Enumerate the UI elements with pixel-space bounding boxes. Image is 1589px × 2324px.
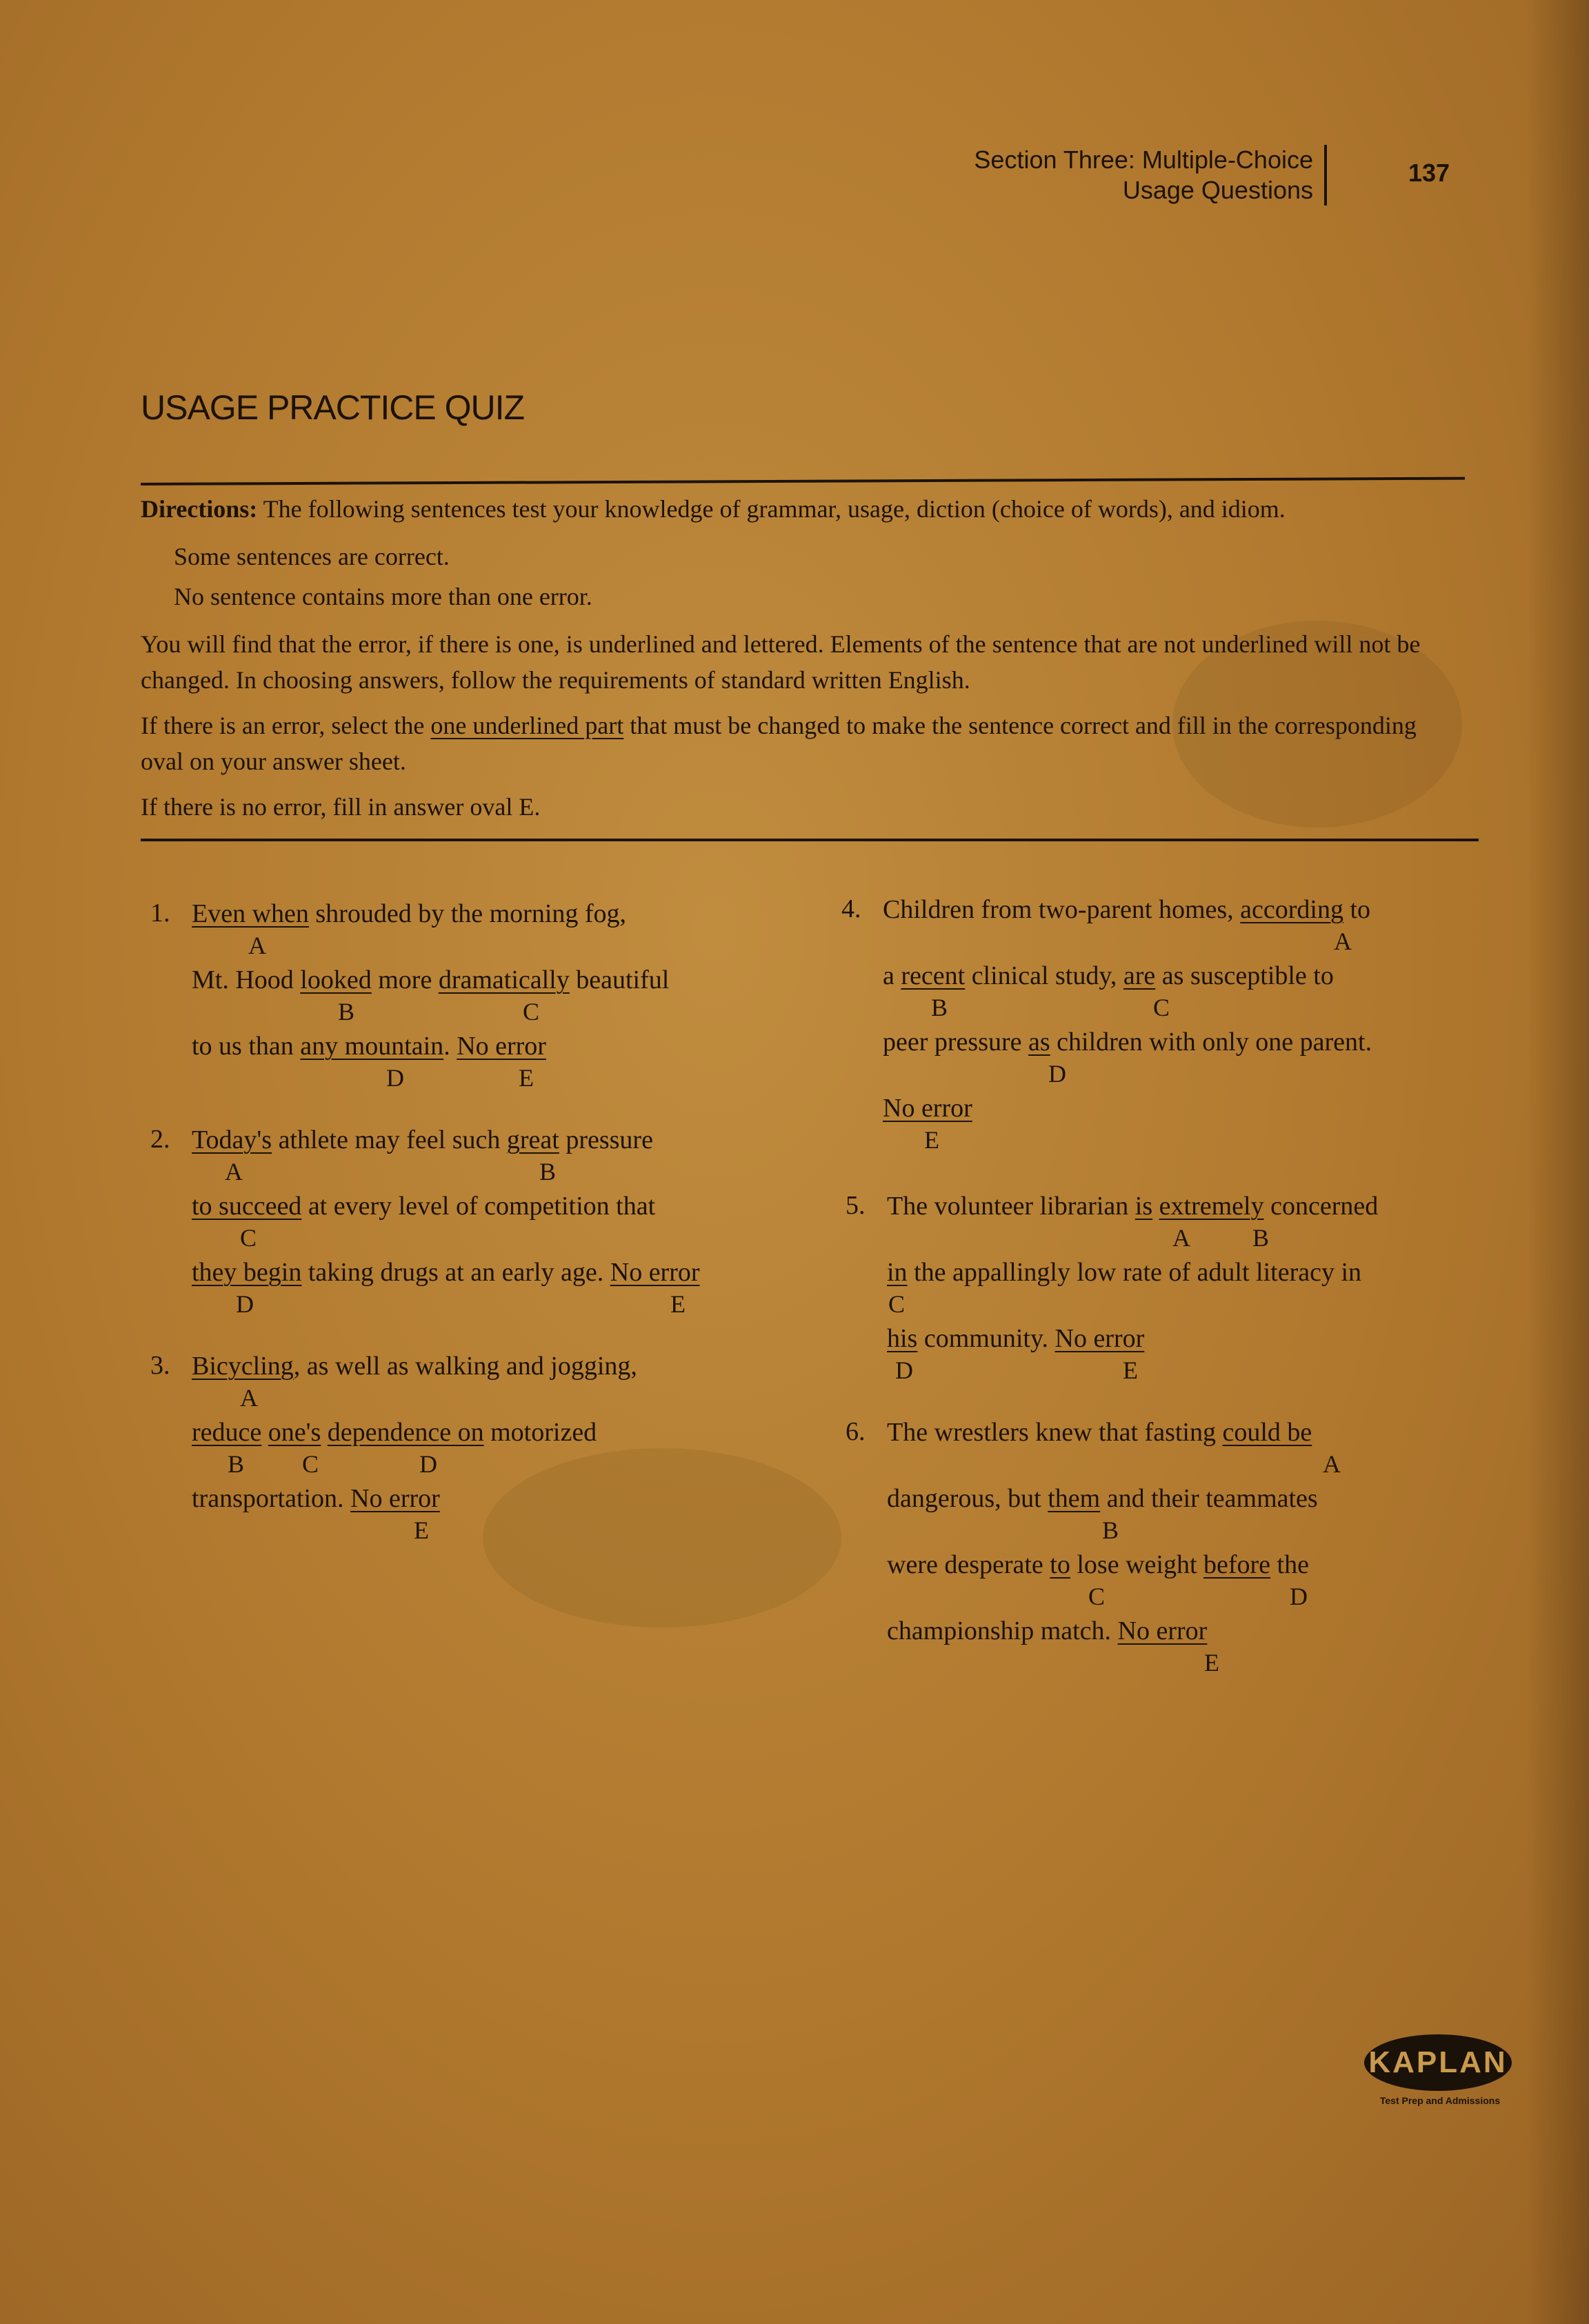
answer-letter-b: B bbox=[338, 998, 355, 1025]
directions-note: Some sentences are correct. bbox=[174, 543, 450, 570]
sentence-text: The wrestlers knew that fasting bbox=[887, 1418, 1223, 1447]
sentence-text: , as well as walking and jogging, bbox=[293, 1352, 637, 1381]
answer-letter-a: A bbox=[1323, 1450, 1341, 1478]
option-d-text[interactable]: as bbox=[1028, 1028, 1050, 1056]
option-e-text[interactable]: No error bbox=[457, 1032, 546, 1061]
letter-row bbox=[192, 930, 700, 964]
option-e-text[interactable]: No error bbox=[883, 1094, 972, 1123]
directions-paragraph bbox=[141, 708, 1444, 779]
option-a-text[interactable]: Today's bbox=[192, 1125, 272, 1154]
question-line bbox=[192, 1350, 700, 1382]
page-edge-shadow bbox=[1527, 0, 1589, 2324]
answer-letter-b: B bbox=[1102, 1516, 1119, 1544]
answer-letter-c: C bbox=[1088, 1583, 1106, 1610]
question-line bbox=[887, 1549, 1378, 1581]
option-a-text[interactable]: Bicycling bbox=[192, 1352, 294, 1381]
answer-letter-d: D bbox=[236, 1290, 254, 1318]
question-line bbox=[192, 1030, 700, 1062]
question-line bbox=[887, 1615, 1378, 1647]
option-c-text[interactable]: are bbox=[1123, 961, 1156, 990]
option-d-text[interactable]: dependence on bbox=[327, 1418, 484, 1447]
option-d-text[interactable]: his bbox=[887, 1324, 918, 1353]
letter-row bbox=[883, 1058, 1374, 1092]
answer-letter-c: C bbox=[1153, 994, 1170, 1021]
letter-row bbox=[192, 1448, 700, 1483]
question-number: 4. bbox=[841, 894, 861, 923]
directions-intro bbox=[141, 491, 1444, 527]
letter-row bbox=[192, 1382, 700, 1416]
option-a-text[interactable]: is bbox=[1135, 1192, 1153, 1221]
sentence-text: as susceptible to bbox=[1155, 961, 1334, 990]
question-1 bbox=[150, 898, 700, 1096]
kaplan-logo: KAPLAN bbox=[1364, 2034, 1512, 2091]
logo-tagline: Test Prep and Admissions bbox=[1379, 2095, 1501, 2106]
option-c-text[interactable]: to succeed bbox=[192, 1192, 302, 1221]
question-number: 2. bbox=[150, 1125, 170, 1154]
question-line bbox=[192, 1416, 700, 1448]
sentence-text: championship match. bbox=[887, 1616, 1118, 1645]
answer-letter-d: D bbox=[1048, 1060, 1066, 1088]
divider-bottom bbox=[141, 839, 1479, 841]
answer-letter-e: E bbox=[1204, 1649, 1219, 1676]
sentence-text: beautiful bbox=[569, 965, 670, 994]
letter-row bbox=[887, 1354, 1378, 1389]
sentence-text: . bbox=[443, 1032, 457, 1061]
option-b-text[interactable]: looked bbox=[300, 965, 372, 994]
question-2 bbox=[150, 1124, 700, 1323]
question-line bbox=[887, 1483, 1378, 1514]
sentence-text: The volunteer librarian bbox=[887, 1192, 1135, 1221]
page-number: 137 bbox=[1408, 159, 1450, 187]
running-header bbox=[974, 145, 1327, 206]
question-4 bbox=[841, 894, 1374, 1159]
question-line bbox=[192, 1483, 700, 1514]
sentence-text: dangerous, but bbox=[887, 1484, 1048, 1513]
question-line bbox=[192, 1256, 700, 1288]
option-b-text[interactable]: recent bbox=[901, 961, 966, 990]
letter-row bbox=[887, 1448, 1378, 1483]
sentence-text: a bbox=[883, 961, 901, 990]
sentence-text: athlete may feel such bbox=[272, 1125, 507, 1154]
answer-letter-e: E bbox=[924, 1126, 939, 1154]
letter-row bbox=[192, 1156, 700, 1190]
answer-letter-a: A bbox=[1172, 1224, 1190, 1252]
answer-letter-d: D bbox=[386, 1064, 404, 1092]
question-number: 5. bbox=[846, 1191, 866, 1220]
question-line bbox=[883, 894, 1374, 925]
sentence-text: children with only one parent. bbox=[1050, 1028, 1372, 1056]
option-c-text[interactable]: to bbox=[1050, 1550, 1070, 1579]
answer-letter-e: E bbox=[519, 1064, 534, 1092]
page-title: USAGE PRACTICE QUIZ bbox=[141, 388, 525, 427]
letter-row bbox=[192, 1288, 700, 1323]
sentence-text: peer pressure bbox=[883, 1028, 1029, 1056]
letter-row bbox=[887, 1581, 1378, 1615]
sentence-text: clinical study, bbox=[965, 961, 1123, 990]
option-a-text[interactable]: Even when bbox=[192, 899, 309, 928]
directions-paragraph: You will find that the error, if there is one, is underlined and lettered. Elements of the sentence that are not underlined will not be changed. In choosing answers, follow the requirements of standard written English. bbox=[141, 630, 1421, 694]
sentence-text: Children from two-parent homes, bbox=[883, 895, 1241, 924]
option-b-text[interactable]: reduce bbox=[192, 1418, 262, 1447]
sentence-text: concerned bbox=[1263, 1192, 1379, 1221]
answer-letter-a: A bbox=[225, 1158, 243, 1185]
subsection-title: Usage Questions bbox=[1122, 176, 1313, 204]
sentence-text: at every level of competition that bbox=[301, 1192, 656, 1221]
sentence-text: to bbox=[1343, 895, 1371, 924]
answer-letter-c: C bbox=[302, 1450, 319, 1478]
option-c-text[interactable]: one's bbox=[268, 1418, 321, 1447]
sentence-text: and their teammates bbox=[1100, 1484, 1318, 1513]
answer-letter-c: C bbox=[523, 998, 540, 1025]
sentence-text: the bbox=[1270, 1550, 1309, 1579]
question-line bbox=[192, 964, 700, 996]
directions-underlined: one underlined part bbox=[430, 712, 624, 739]
directions-note: No sentence contains more than one error. bbox=[174, 583, 592, 610]
question-5 bbox=[846, 1190, 1379, 1389]
option-d-text[interactable]: before bbox=[1203, 1550, 1271, 1579]
question-6 bbox=[846, 1416, 1378, 1681]
answer-letter-d: D bbox=[895, 1356, 913, 1384]
letter-row bbox=[887, 1288, 1378, 1323]
sentence-text: to us than bbox=[192, 1032, 301, 1061]
answer-letter-b: B bbox=[539, 1158, 557, 1185]
option-e-text[interactable]: No error bbox=[1117, 1616, 1208, 1645]
answer-letter-a: A bbox=[1334, 928, 1352, 955]
option-c-text[interactable]: dramatically bbox=[438, 965, 570, 994]
section-title: Section Three: Multiple-Choice bbox=[974, 146, 1313, 174]
question-number: 1. bbox=[150, 899, 170, 928]
sentence-text: pressure bbox=[559, 1125, 653, 1154]
directions-text: If there is an error, select the bbox=[141, 712, 431, 739]
answer-letter-d: D bbox=[419, 1450, 437, 1478]
sentence-text: transportation. bbox=[192, 1484, 351, 1513]
answer-letter-c: C bbox=[888, 1290, 906, 1318]
answer-letter-e: E bbox=[670, 1290, 686, 1318]
answer-letter-e: E bbox=[414, 1516, 429, 1544]
directions-intro-text: The following sentences test your knowledge of grammar, usage, diction (choice of words), and idiom. bbox=[263, 495, 1286, 523]
letter-row bbox=[192, 1514, 700, 1549]
option-a-text[interactable]: could be bbox=[1222, 1418, 1312, 1447]
question-line bbox=[192, 1190, 700, 1222]
sentence-text: motorized bbox=[483, 1418, 597, 1447]
answer-letter-b: B bbox=[1252, 1224, 1270, 1252]
option-c-text[interactable]: in bbox=[887, 1258, 908, 1287]
sentence-text: lose weight bbox=[1070, 1550, 1203, 1579]
sentence-text: the appallingly low rate of adult literacy in bbox=[907, 1258, 1362, 1287]
letter-row bbox=[192, 1062, 700, 1096]
question-line bbox=[887, 1323, 1378, 1354]
sentence-text: community. bbox=[917, 1324, 1055, 1353]
question-line bbox=[883, 1092, 1374, 1124]
directions-text: that must be changed to make the sentence correct and fill in the corresponding oval on your answer sheet. bbox=[141, 712, 1417, 775]
option-d-text[interactable]: they begin bbox=[192, 1258, 302, 1287]
letter-row bbox=[883, 925, 1374, 960]
option-e-text[interactable]: No error bbox=[1055, 1324, 1145, 1353]
answer-letter-d: D bbox=[1290, 1583, 1308, 1610]
answer-letter-a: A bbox=[240, 1384, 258, 1412]
answer-letter-e: E bbox=[1123, 1356, 1138, 1384]
option-b-text[interactable]: great bbox=[506, 1125, 559, 1154]
sentence-text: shrouded by the morning fog, bbox=[308, 899, 627, 928]
letter-row bbox=[192, 1222, 700, 1256]
question-line bbox=[883, 960, 1374, 992]
question-line bbox=[887, 1416, 1378, 1448]
right-column bbox=[841, 894, 1379, 1681]
question-3 bbox=[150, 1350, 700, 1549]
letter-row bbox=[883, 1124, 1374, 1159]
letter-row bbox=[887, 1514, 1378, 1549]
directions-paragraph: If there is no error, fill in answer oval E. bbox=[141, 793, 541, 821]
option-e-text[interactable]: No error bbox=[610, 1258, 700, 1287]
letter-row bbox=[883, 992, 1374, 1026]
question-line bbox=[192, 898, 700, 930]
letter-row bbox=[887, 1647, 1378, 1681]
directions-label: Directions: bbox=[141, 495, 258, 523]
question-number: 6. bbox=[846, 1417, 866, 1446]
sentence-text: Mt. Hood bbox=[192, 965, 301, 994]
letter-row bbox=[192, 996, 700, 1030]
question-line bbox=[887, 1256, 1378, 1288]
sentence-text: more bbox=[371, 965, 439, 994]
letter-row bbox=[887, 1222, 1378, 1256]
option-e-text[interactable]: No error bbox=[350, 1484, 440, 1513]
question-line bbox=[887, 1190, 1378, 1222]
question-line bbox=[192, 1124, 700, 1156]
option-b-text[interactable]: them bbox=[1048, 1484, 1101, 1513]
question-line bbox=[883, 1026, 1374, 1058]
answer-letter-a: A bbox=[248, 932, 266, 959]
option-b-text[interactable]: extremely bbox=[1159, 1192, 1264, 1221]
option-a-text[interactable]: according bbox=[1240, 895, 1343, 924]
sentence-text: taking drugs at an early age. bbox=[301, 1258, 610, 1287]
directions-block bbox=[141, 491, 1444, 834]
option-d-text[interactable]: any mountain bbox=[300, 1032, 444, 1061]
sentence-text: were desperate bbox=[887, 1550, 1050, 1579]
answer-letter-b: B bbox=[228, 1450, 245, 1478]
divider-top bbox=[141, 477, 1465, 485]
question-number: 3. bbox=[150, 1351, 170, 1380]
answer-letter-c: C bbox=[240, 1224, 257, 1252]
answer-letter-b: B bbox=[931, 994, 948, 1021]
left-column bbox=[150, 898, 700, 1549]
